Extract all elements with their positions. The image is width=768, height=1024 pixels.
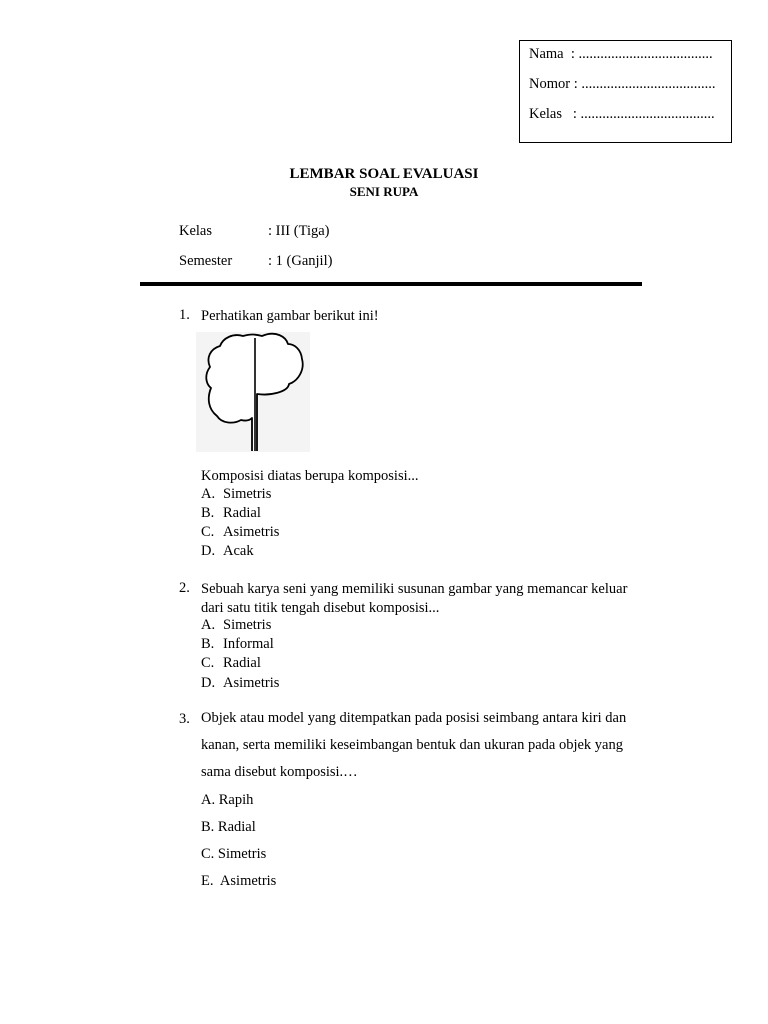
class-label: Kelas: [529, 106, 563, 122]
page-subtitle: SENI RUPA: [349, 184, 419, 199]
question-3-option-c: C. Simetris: [201, 846, 267, 862]
question-2-option-a: A. Simetris: [201, 617, 272, 633]
question-3-option-a: A. Rapih: [201, 792, 254, 808]
question-1-option-b: B. Radial: [201, 505, 261, 521]
question-1-number: 1.: [179, 307, 190, 323]
meta-class-label: Kelas: [179, 223, 213, 239]
question-2-option-c: C. Radial: [201, 655, 261, 671]
question-3-option-b: B. Radial: [201, 819, 256, 835]
tree-illustration: [196, 332, 310, 452]
question-2-option-b: B. Informal: [201, 636, 274, 652]
question-2-text: Sebuah karya seni yang memiliki susunan gambar yang memancar keluar dari satu titik tengah disebut komposisi...: [201, 581, 628, 616]
name-label: Nama: [529, 46, 564, 62]
question-1-prompt: Perhatikan gambar berikut ini!: [201, 308, 379, 324]
page-title: LEMBAR SOAL EVALUASI: [289, 166, 479, 182]
class-dots: .....................................: [580, 106, 715, 122]
identity-box: [519, 40, 732, 143]
number-field: Nomor : .....................................: [529, 76, 716, 92]
meta-class-value: : III (Tiga): [268, 223, 330, 239]
question-2-number: 2.: [179, 580, 190, 596]
meta-semester-label: Semester: [179, 253, 233, 269]
question-1-text: Komposisi diatas berupa komposisi...: [201, 468, 419, 484]
question-1-option-c: C. Asimetris: [201, 524, 280, 540]
number-label: Nomor: [529, 76, 571, 92]
question-2-option-d: D. Asimetris: [201, 675, 280, 691]
name-field: Nama : .....................................: [529, 46, 713, 62]
question-3-text: Objek atau model yang ditempatkan pada posisi seimbang antara kiri dan kanan, serta memiliki keseimbangan bentuk dan ukuran pada objek yang sama disebut komposisi.…: [201, 710, 627, 780]
class-field: Kelas : .....................................: [529, 106, 715, 122]
meta-semester-value: : 1 (Ganjil): [268, 253, 333, 269]
question-1-option-d: D. Acak: [201, 543, 254, 559]
question-3-number: 3.: [179, 711, 190, 727]
divider: [140, 282, 642, 286]
number-dots: .....................................: [581, 76, 716, 92]
name-dots: .....................................: [578, 46, 713, 62]
question-1-option-a: A. Simetris: [201, 486, 272, 502]
question-3-option-e: E. Asimetris: [201, 873, 277, 889]
